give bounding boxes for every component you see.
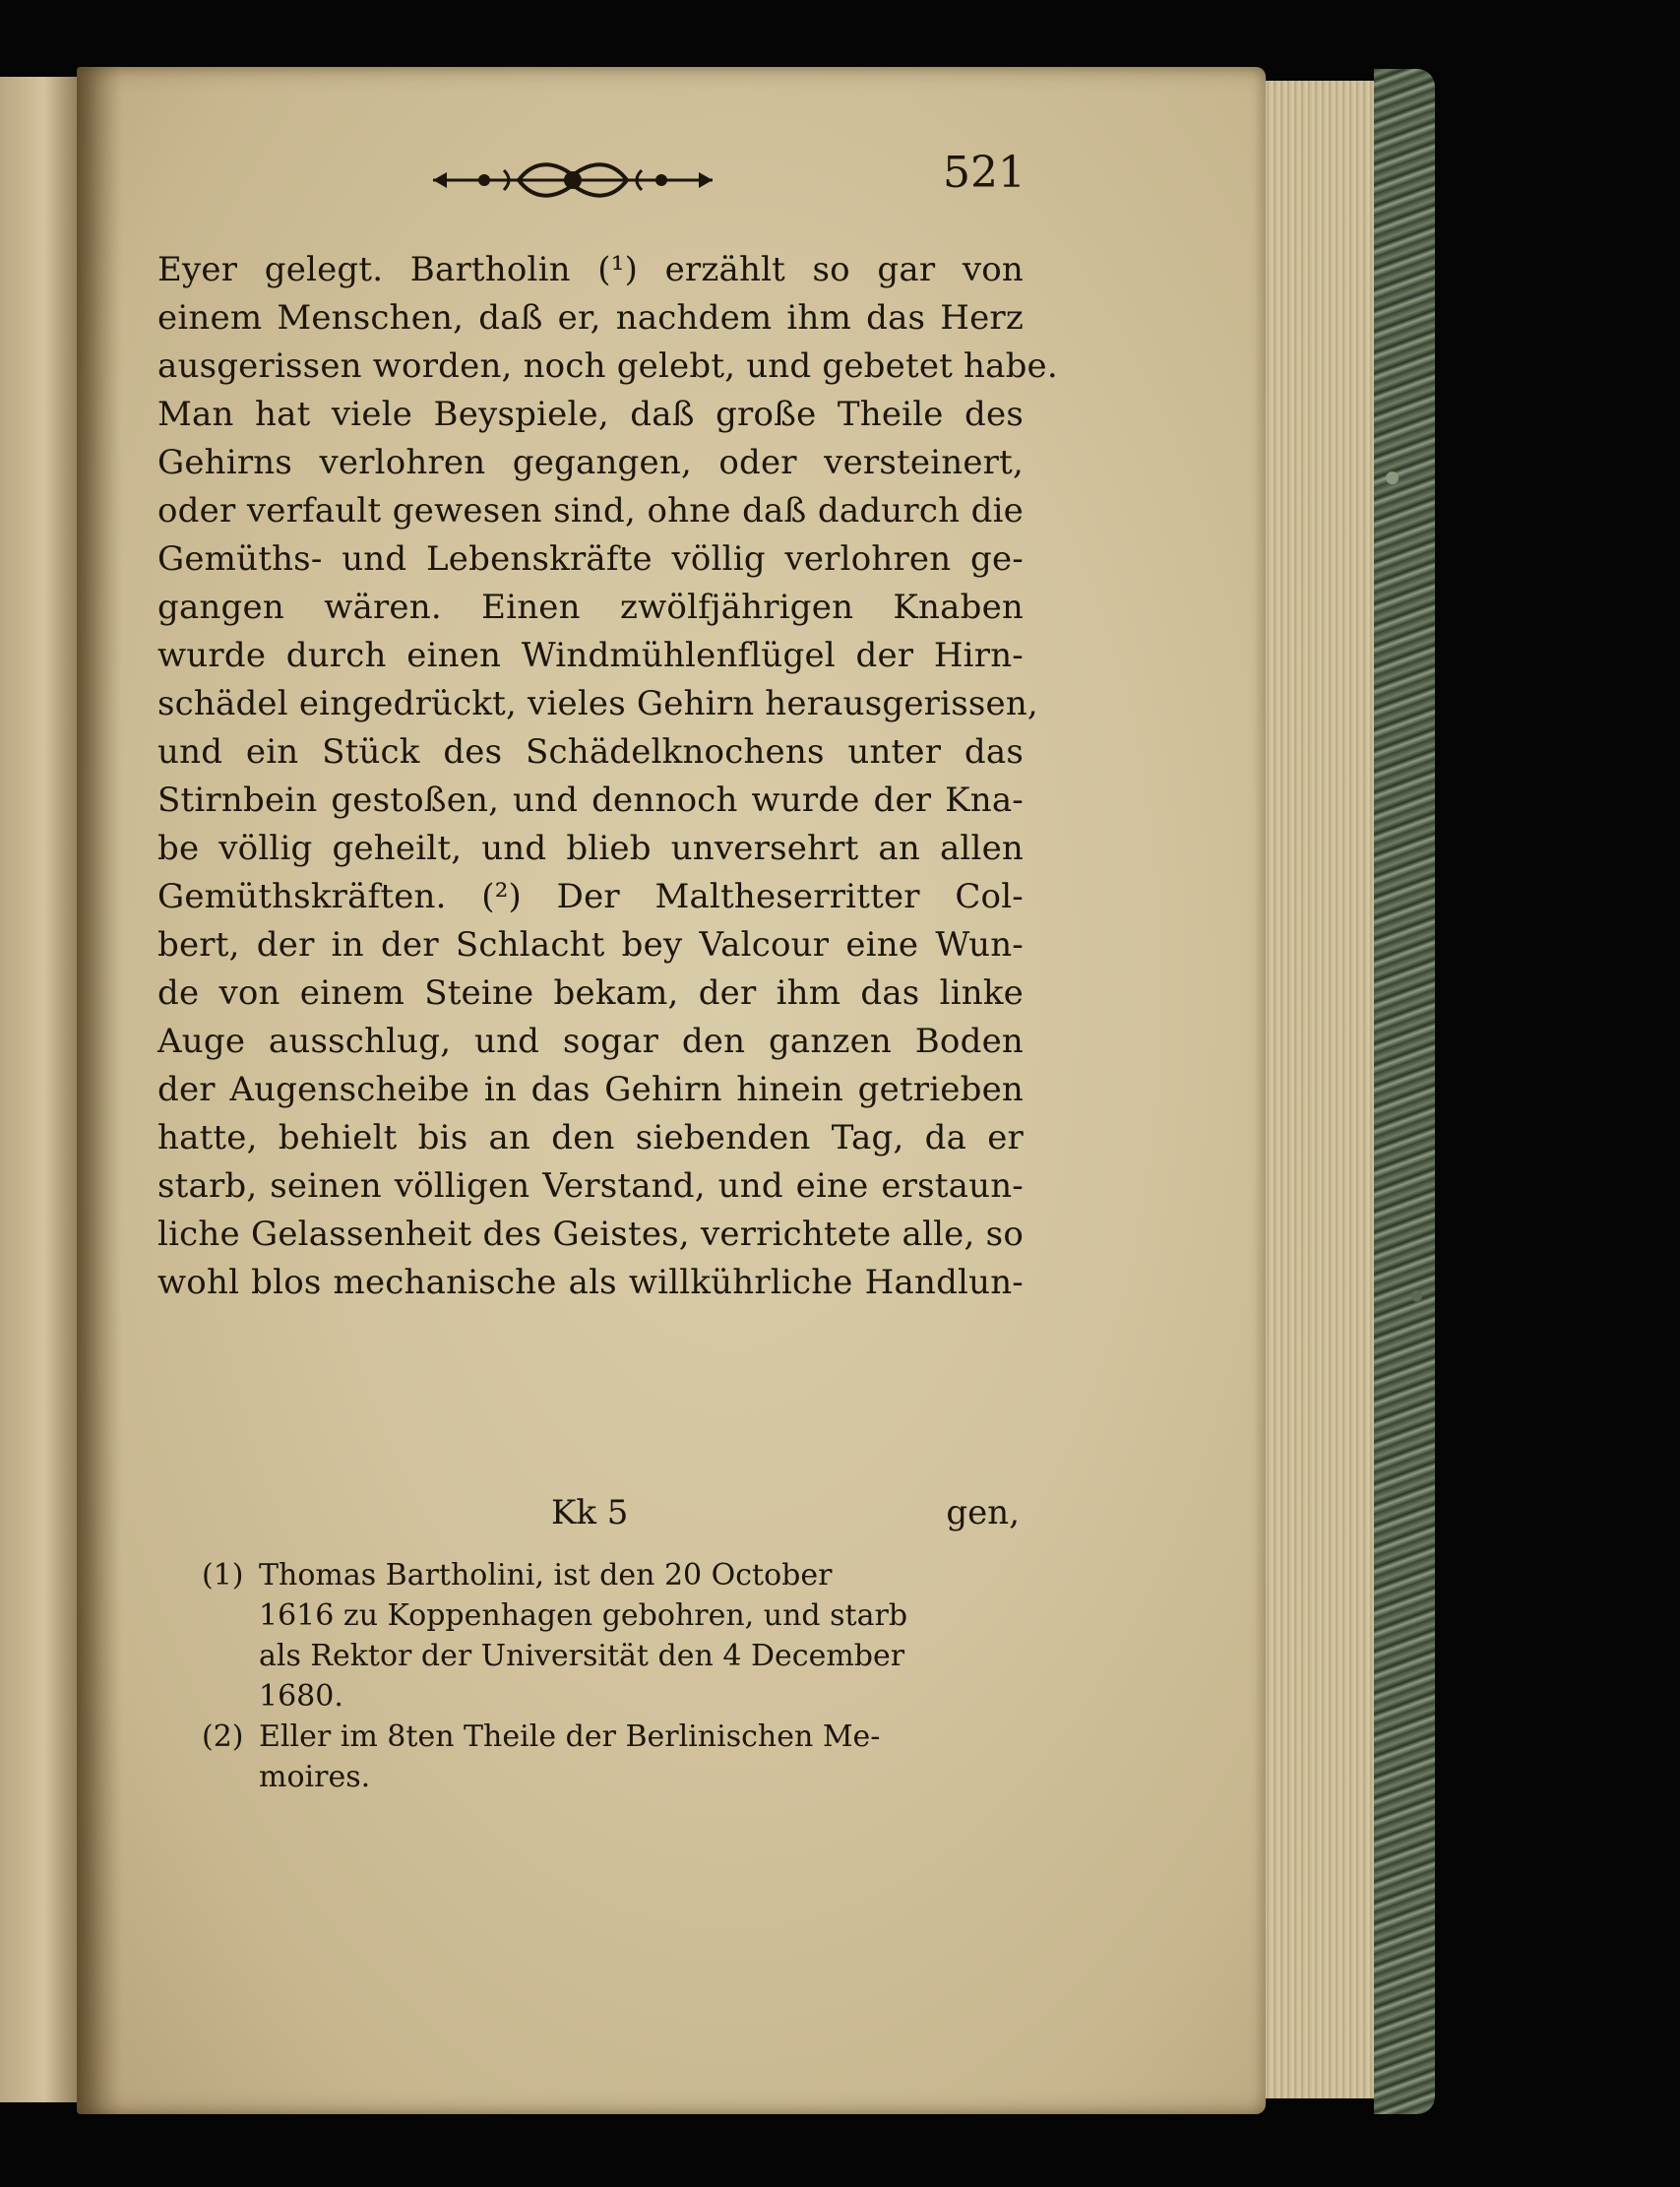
footnote-line [202, 1595, 1024, 1636]
footnote-text: Thomas Bartholini, ist den 20 October [259, 1558, 833, 1593]
body-line: hatte, behielt bis an den siebenden Tag, da er [157, 1118, 1024, 1157]
body-line: starb, seinen völligen Verstand, und eine erstaun- [157, 1166, 1024, 1206]
body-line: gangen wären. Einen zwölfjährigen Knaben [157, 588, 1024, 627]
body-line: bert, der in der Schlacht bey Valcour eine Wun- [157, 925, 1024, 965]
marbled-cover [1374, 69, 1435, 2114]
body-line: oder verfault gewesen sind, ohne daß dadurch die [157, 491, 1024, 531]
gutter-shadow [77, 67, 122, 2114]
body-line: de von einem Steine bekam, der ihm das linke [157, 973, 1024, 1013]
body-line: wohl blos mechanische als willkührliche Handlun- [157, 1263, 1024, 1302]
header-ornament-icon [425, 156, 720, 205]
body-line: schädel eingedrückt, vieles Gehirn herausgerissen, [157, 684, 1038, 723]
body-line: Auge ausschlug, und sogar den ganzen Boden [157, 1022, 1024, 1061]
page-block-edges [1256, 81, 1380, 2098]
body-line: ausgerissen worden, noch gelebt, und gebetet habe. [157, 346, 1058, 386]
footnotes [202, 1555, 1024, 1797]
body-line: be völlig geheilt, und blieb unversehrt an allen [157, 829, 1024, 868]
footnote-text: 1616 zu Koppenhagen gebohren, und starb [259, 1598, 908, 1633]
footnote-line [202, 1636, 1024, 1676]
body-text [157, 246, 1058, 1307]
body-line: einem Menschen, daß er, nachdem ihm das Herz [157, 298, 1024, 338]
body-line: und ein Stück des Schädelknochens unter das [157, 732, 1024, 772]
body-line: wurde durch einen Windmühlenflügel der Hirn- [157, 636, 1024, 675]
footnote-marker: (2) [202, 1719, 244, 1754]
footnote-line [202, 1555, 1024, 1595]
signature-row [157, 1493, 1024, 1542]
page-header [425, 148, 1035, 217]
body-line: Stirnbein gestoßen, und dennoch wurde der Kna- [157, 781, 1024, 820]
footnote-text: als Rektor der Universität den 4 December [259, 1639, 905, 1673]
body-line: Eyer gelegt. Bartholin (¹) erzählt so gar von [157, 250, 1024, 289]
footnote-text: moires. [259, 1760, 371, 1794]
footnote-line [202, 1757, 1024, 1797]
catchword: gen, [946, 1493, 1020, 1532]
body-line: Gemüths- und Lebenskräfte völlig verlohren ge- [157, 539, 1024, 579]
signature-mark: Kk 5 [551, 1493, 629, 1532]
footnote-marker: (1) [202, 1558, 244, 1593]
body-line: liche Gelassenheit des Geistes, verrichtete alle, so [157, 1215, 1024, 1254]
body-line: Gemüthskräften. (²) Der Maltheserritter Col- [157, 877, 1024, 916]
previous-page-edge [0, 77, 83, 2102]
footnote-line [202, 1676, 1024, 1717]
page-number: 521 [943, 148, 1026, 198]
body-line: der Augenscheibe in das Gehirn hinein getrieben [157, 1070, 1024, 1109]
body-line: Gehirns verlohren gegangen, oder versteinert, [157, 443, 1024, 482]
footnote-text: 1680. [259, 1679, 343, 1714]
footnote-line [202, 1717, 1024, 1757]
body-line: Man hat viele Beyspiele, daß große Theile des [157, 395, 1024, 434]
footnote-text: Eller im 8ten Theile der Berlinischen Me- [259, 1719, 881, 1754]
